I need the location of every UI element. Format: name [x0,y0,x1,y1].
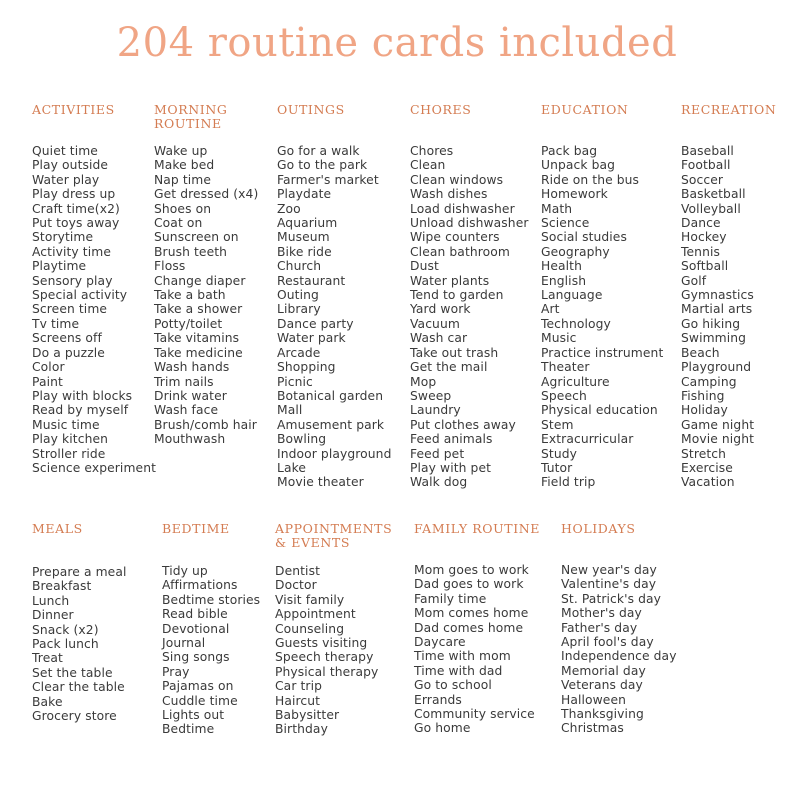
list-item: Brush/comb hair [154,417,257,432]
list-item: Study [541,446,578,461]
list-item: Floss [154,259,186,274]
list-item: Change diaper [154,273,246,288]
list-item: Dance party [277,316,354,331]
list-item: Take vitamins [154,331,240,346]
list-item: Wash car [410,331,468,346]
list-item: Dentist [275,564,320,578]
list-item: Snack (x2) [32,622,99,637]
section-heading [154,103,227,131]
list-item: Picnic [277,374,313,389]
list-item: Grocery store [32,709,117,724]
list-item: Aquarium [277,216,338,231]
list-item: Screens off [32,331,102,346]
list-item: Dance [681,216,721,231]
list-item: Playground [681,360,752,375]
list-item: Special activity [32,288,128,303]
list-item: Restaurant [277,273,346,288]
list-item: Bake [32,694,63,709]
section-education [541,102,664,490]
section-heading [561,522,636,536]
list-item: Screen time [32,302,108,317]
list-item: Dust [410,259,439,274]
list-item: Time with mom [414,649,511,664]
list-item: Technology [541,316,611,331]
list-item: Thanksgiving [561,707,644,722]
list-item: Dad comes home [414,620,524,635]
list-item: Wash dishes [410,187,488,202]
card-list [32,144,156,475]
list-item: Paint [32,374,63,389]
list-item: Sweep [410,388,452,403]
list-item: Walk dog [410,475,468,490]
list-item: Activity time [32,244,111,259]
list-item: Baseball [681,144,734,158]
section-outings [277,102,392,490]
list-item: Brush teeth [154,244,228,259]
list-item: Clean [410,158,446,173]
list-item: Math [541,201,573,216]
list-item: Social studies [541,230,627,245]
list-item: Make bed [154,158,215,173]
list-item: Water play [32,172,100,187]
list-item: Camping [681,374,737,389]
list-item: Beach [681,345,720,360]
list-item: Practice instrument [541,345,664,360]
section-heading [541,103,628,117]
list-item: Father's day [561,620,638,635]
list-item: Martial arts [681,302,753,317]
list-item: Lake [277,460,307,475]
card-list [32,565,127,723]
section-heading [275,522,392,550]
list-item: Theater [541,360,590,375]
list-item: Babysitter [275,708,340,723]
list-item: Pajamas on [162,679,234,694]
list-item: Color [32,360,65,375]
list-item: Game night [681,417,755,432]
list-item: Time with dad [414,663,503,678]
list-item: Take a bath [154,288,226,303]
list-item: Gymnastics [681,288,754,303]
list-item: Art [541,302,560,317]
list-item: Playdate [277,187,332,202]
list-item: Potty/toilet [154,316,223,331]
list-item: Shopping [277,360,336,375]
list-item: Bedtime stories [162,592,261,607]
list-item: Sing songs [162,650,230,665]
list-item: Doctor [275,578,317,593]
page-title: 204 routine cards included [116,20,678,66]
list-item: Tv time [32,316,80,331]
list-item: Stroller ride [32,446,106,461]
list-item: Appointment [275,607,356,622]
list-item: Language [541,288,603,303]
list-item: Volleyball [681,201,741,216]
list-item: Amusement park [277,417,385,432]
list-item: Botanical garden [277,388,384,403]
list-item: Go hiking [681,316,741,331]
list-item: Mom comes home [414,606,529,621]
list-item: Agriculture [541,374,610,389]
list-item: Cuddle time [162,693,238,708]
section-heading [32,522,83,536]
list-item: Sunscreen on [154,230,239,245]
section-bedtime [162,521,261,737]
list-item: Sensory play [32,273,113,288]
list-item: Memorial day [561,663,646,678]
list-item: Coat on [154,216,203,231]
list-item: Playtime [32,259,87,274]
list-item: Vacuum [410,316,460,331]
list-item: Take out trash [410,345,499,360]
list-item: Swimming [681,331,747,346]
list-item: Health [541,259,582,274]
list-item: Indoor playground [277,446,392,461]
list-item: Take a shower [154,302,243,317]
list-item: Chores [410,144,454,158]
list-item: Play with pet [410,460,492,475]
list-item: Music time [32,417,100,432]
section-heading-line: CHORES [410,102,472,117]
list-item: Treat [32,651,63,666]
list-item: Library [277,302,321,317]
list-item: Play dress up [32,187,116,202]
list-item: Set the table [32,665,113,680]
list-item: New year's day [561,563,657,577]
list-item: Craft time(x2) [32,201,120,216]
list-item: English [541,273,587,288]
section-heading-line: BEDTIME [162,521,230,536]
list-item: Stem [541,417,574,432]
list-item: St. Patrick's day [561,591,662,606]
list-item: Vacation [681,475,735,490]
list-item: Pack lunch [32,637,99,652]
list-item: Devotional [162,621,230,636]
section-heading-line: & EVENTS [275,535,351,550]
list-item: Valentine's day [561,577,657,592]
list-item: Get the mail [410,360,488,375]
section-family-routine [414,521,541,736]
list-item: Go for a walk [277,144,360,158]
list-item: April fool's day [561,635,654,650]
card-list [541,144,663,490]
list-item: Wash face [154,403,219,418]
section-meals [32,521,127,724]
list-item: Wash hands [154,360,230,375]
list-item: Lights out [162,708,225,723]
list-item: Golf [681,273,707,288]
list-item: Mall [277,403,303,418]
list-item: Fishing [681,388,725,403]
list-item: Football [681,158,731,173]
list-item: Mother's day [561,606,642,621]
list-item: Play kitchen [32,432,109,447]
list-item: Prepare a meal [32,565,127,579]
list-item: Stretch [681,446,727,461]
list-item: Pack bag [541,144,598,158]
list-item: Read by myself [32,403,129,418]
list-item: Bowling [277,432,327,447]
list-item: Read bible [162,607,228,622]
card-list [154,144,258,447]
list-item: Outing [277,288,319,303]
list-item: Play outside [32,158,109,173]
list-item: Tutor [541,460,573,475]
list-item: Put toys away [32,216,120,231]
section-heading-line: FAMILY ROUTINE [414,521,541,536]
list-item: Tennis [681,244,720,259]
section-heading-line: ROUTINE [154,116,222,131]
section-heading [414,522,540,536]
section-chores [410,102,529,490]
list-item: Water plants [410,273,490,288]
list-item: Errands [414,692,462,707]
card-list [414,563,535,736]
list-item: Tend to garden [410,288,504,303]
list-item: Basketball [681,187,746,202]
list-item: Christmas [561,721,624,736]
list-item: Mouthwash [154,432,226,447]
list-item: Softball [681,259,729,274]
list-item: Dinner [32,608,74,623]
list-item: Soccer [681,172,724,187]
card-list [561,563,677,736]
list-item: Play with blocks [32,388,133,403]
list-item: Feed animals [410,432,493,447]
list-item: Storytime [32,230,94,245]
list-item: Go to the park [277,158,368,173]
section-activities [32,102,157,475]
list-item: Unpack bag [541,158,616,173]
list-item: Zoo [277,201,301,216]
list-item: Clear the table [32,680,125,695]
list-item: Farmer's market [277,172,379,187]
card-list [275,564,378,737]
list-item: Halloween [561,692,627,707]
list-item: Pray [162,664,190,679]
list-item: Wake up [154,144,208,158]
section-heading [162,522,230,536]
list-item: Yard work [410,302,471,317]
section-heading-line: OUTINGS [277,102,345,117]
list-item: Lunch [32,593,70,608]
list-item: Bedtime [162,722,215,737]
list-item: Museum [277,230,330,245]
list-item: Ride on the bus [541,172,640,187]
list-item: Go to school [414,678,492,693]
list-item: Counseling [275,621,345,636]
list-item: Clean windows [410,172,504,187]
list-item: Trim nails [154,374,214,389]
list-item: Family time [414,591,487,606]
section-heading-line: RECREATION [681,102,777,117]
list-item: Get dressed (x4) [154,187,259,202]
list-item: Daycare [414,635,466,650]
section-holidays [561,521,677,736]
section-heading [410,103,471,117]
section-heading-line: HOLIDAYS [561,521,636,536]
section-heading-line: ACTIVITIES [32,102,115,117]
list-item: Put clothes away [410,417,516,432]
list-item: Guests visiting [275,636,368,651]
list-item: Take medicine [154,345,243,360]
section-appointments-events [275,521,393,737]
list-item: Do a puzzle [32,345,105,360]
section-morning-routine [154,102,259,447]
card-list [277,144,391,490]
card-list [162,564,260,737]
list-item: Physical education [541,403,658,418]
list-item: Clean bathroom [410,244,510,259]
list-item: Science experiment [32,460,157,475]
list-item: Field trip [541,475,596,490]
list-item: Mop [410,374,437,389]
list-item: Physical therapy [275,664,379,679]
list-item: Music [541,331,577,346]
list-item: Extracurricular [541,432,634,447]
section-heading [32,103,115,117]
list-item: Speech [541,388,587,403]
list-item: Feed pet [410,446,465,461]
card-list [410,144,529,490]
list-item: Mom goes to work [414,563,529,577]
list-item: Speech therapy [275,650,374,665]
list-item: Science [541,216,590,231]
list-item: Church [277,259,322,274]
list-item: Shoes on [154,201,212,216]
list-item: Drink water [154,388,227,403]
list-item: Arcade [277,345,321,360]
list-item: Water park [277,331,346,346]
list-item: Movie night [681,432,755,447]
list-item: Laundry [410,403,461,418]
list-item: Breakfast [32,579,92,594]
list-item: Unload dishwasher [410,216,529,231]
list-item: Dad goes to work [414,577,524,592]
list-item: Go home [414,721,471,736]
list-item: Birthday [275,722,328,737]
list-item: Affirmations [162,578,238,593]
list-item: Geography [541,244,610,259]
list-item: Nap time [154,172,212,187]
section-heading [681,103,776,117]
list-item: Quiet time [32,144,98,158]
list-item: Independence day [561,649,677,664]
section-heading-line: MORNING [154,102,228,117]
list-item: Community service [414,707,535,722]
section-heading-line: APPOINTMENTS [275,521,393,536]
section-heading [277,103,345,117]
list-item: Veterans day [561,678,643,693]
list-item: Car trip [275,679,322,694]
list-item: Hockey [681,230,727,245]
section-heading-line: EDUCATION [541,102,629,117]
list-item: Wipe counters [410,230,500,245]
card-list [681,144,754,490]
list-item: Bike ride [277,244,332,259]
list-item: Tidy up [162,564,208,578]
list-item: Homework [541,187,608,202]
list-item: Movie theater [277,475,364,490]
list-item: Visit family [275,592,345,607]
section-heading-line: MEALS [32,521,83,536]
list-item: Load dishwasher [410,201,515,216]
section-recreation [681,102,777,490]
list-item: Journal [162,636,206,651]
list-item: Haircut [275,693,321,708]
list-item: Holiday [681,403,728,418]
list-item: Exercise [681,460,733,475]
